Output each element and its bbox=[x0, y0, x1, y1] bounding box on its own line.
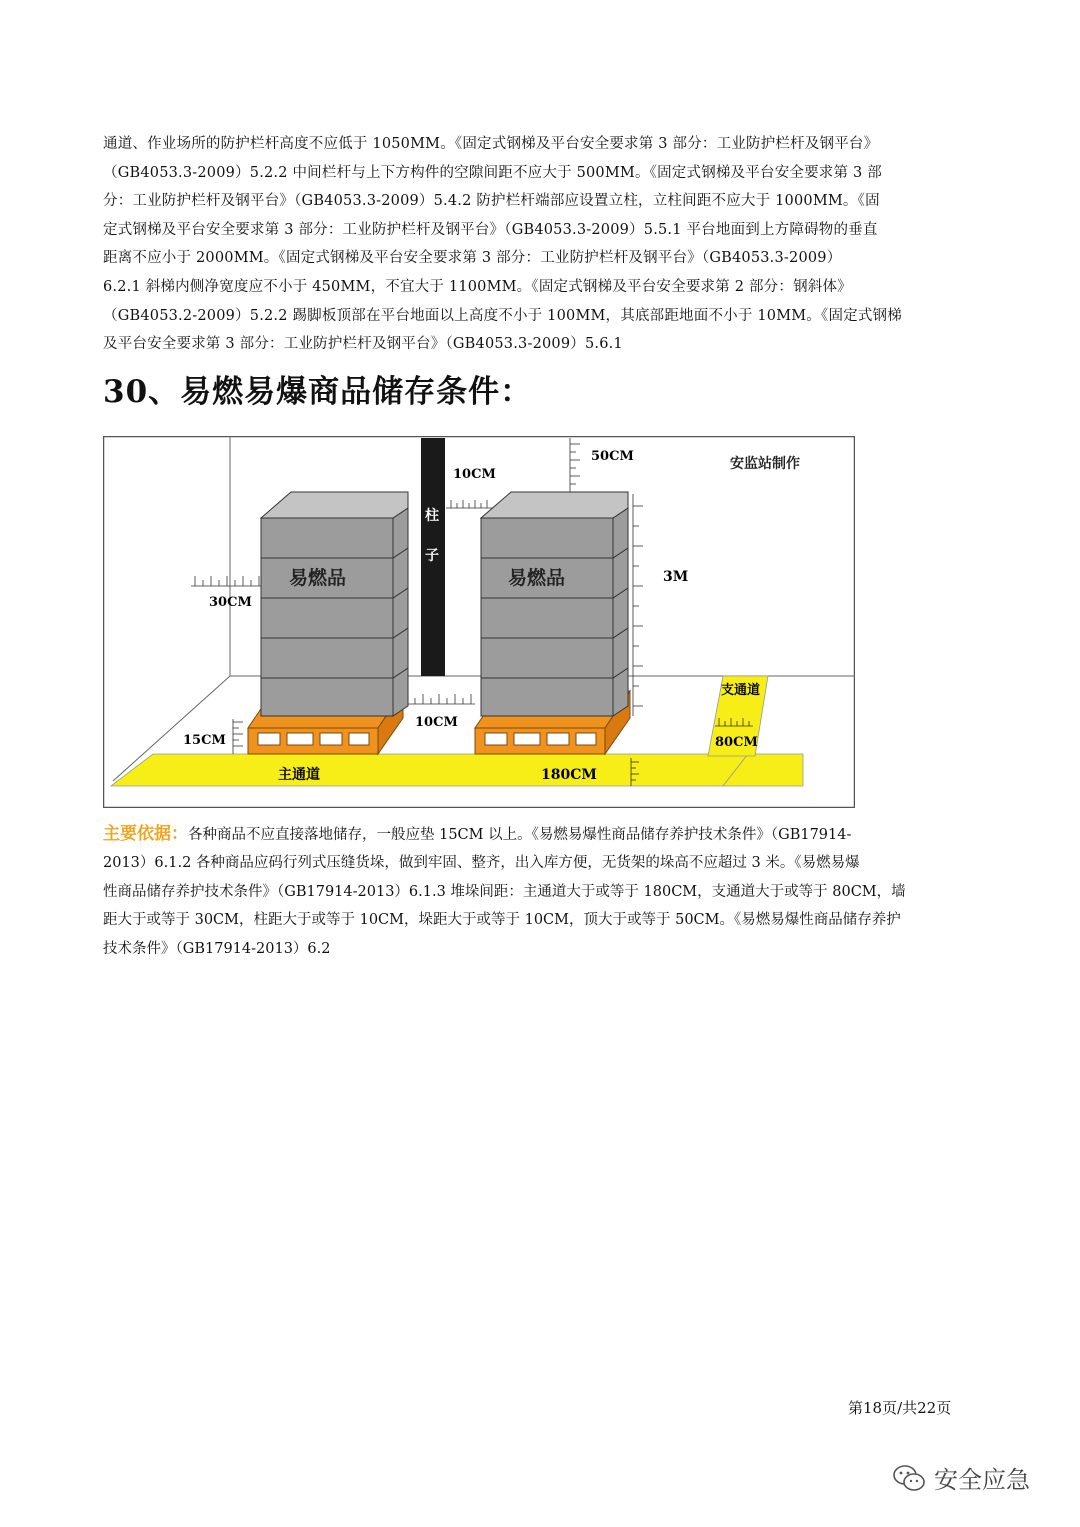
pallet-dim: 15CM bbox=[183, 733, 226, 748]
intro-line: 通道、作业场所的防护栏杆高度不应低于 1050MM。《固定式钢梯及平台安全要求第 3 部分：工业防护栏杆及钢平台》 bbox=[103, 136, 879, 152]
basis-line: 性商品储存养护技术条件》（GB17914-2013）6.1.3 堆垛间距：主通道大于或等于 180CM，支通道大于或等于 80CM，墙 bbox=[103, 883, 906, 900]
basis-line: 技术条件》（GB17914-2013）6.2 bbox=[103, 940, 331, 957]
basis-paragraph bbox=[103, 820, 953, 963]
intro-line: 及平台安全要求第 3 部分：工业防护栏杆及钢平台》（GB4053.3-2009）5.6.1 bbox=[103, 336, 623, 353]
pillar-dim: 10CM bbox=[453, 467, 496, 482]
basis-line: 2013）6.1.2 各种商品应码行列式压缝货垛，做到牢固、整齐，出入库方便，无货架的垛高不应超过 3 米。《易燃易爆 bbox=[103, 855, 860, 872]
intro-line: （GB4053.3-2009）5.2.2 中间栏杆与上下方构件的空隙间距不应大于 500MM。《固定式钢梯及平台安全要求第 3 部 bbox=[103, 164, 882, 181]
branch-aisle-label: 支通道 bbox=[721, 683, 761, 698]
brand-name: 安全应急 bbox=[934, 1466, 1030, 1494]
intro-line: 6.2.1 斜梯内侧净宽度应不小于 450MM，不宜大于 1100MM。《固定式钢梯及平台安全要求第 2 部分：钢斜体》 bbox=[103, 278, 852, 295]
main-aisle-label: 主通道 bbox=[278, 767, 320, 783]
goods-label-right: 易燃品 bbox=[508, 567, 566, 589]
top-clearance-dim: 50CM bbox=[591, 449, 634, 464]
basis-lead: 主要依据： bbox=[103, 824, 188, 844]
intro-line: 定式钢梯及平台安全要求第 3 部分：工业防护栏杆及钢平台》（GB4053.3-2009）5.5.1 平台地面到上方障碍物的垂直 bbox=[103, 221, 878, 238]
goods-label-left: 易燃品 bbox=[289, 567, 347, 589]
brand-watermark bbox=[892, 1460, 1030, 1495]
intro-line: 分：工业防护栏杆及钢平台》（GB4053.3-2009）5.4.2 防护栏杆端部应设置立柱，立柱间距不应大于 1000MM。《固 bbox=[103, 193, 880, 210]
wechat-icon bbox=[892, 1463, 926, 1493]
maker-label: 安监站制作 bbox=[730, 456, 800, 472]
basis-line: 各种商品不应直接落地储存，一般应垫 15CM 以上。《易燃易爆性商品储存养护技术条件》（GB17914- bbox=[188, 827, 852, 843]
storage-diagram bbox=[103, 436, 855, 808]
pillar-label-2: 子 bbox=[425, 548, 439, 564]
intro-paragraph bbox=[103, 130, 948, 359]
stack-gap-dim: 10CM bbox=[415, 715, 458, 730]
left-stack bbox=[248, 492, 408, 754]
height-dim: 3M bbox=[663, 569, 689, 585]
wall-dim: 30CM bbox=[209, 595, 252, 610]
branch-aisle-dim: 80CM bbox=[715, 735, 758, 750]
intro-line: 距离不应小于 2000MM。《固定式钢梯及平台安全要求第 3 部分：工业防护栏杆及钢平台》（GB4053.3-2009） bbox=[103, 250, 842, 267]
basis-line: 距大于或等于 30CM，柱距大于或等于 10CM，垛距大于或等于 10CM，顶大于或等于 50CM。《易燃易爆性商品储存养护 bbox=[103, 912, 901, 929]
main-aisle-dim: 180CM bbox=[541, 767, 597, 783]
basis-line-first bbox=[103, 820, 953, 849]
right-stack bbox=[475, 492, 630, 754]
section-heading: 30、易燃易爆商品储存条件： bbox=[103, 374, 533, 410]
intro-line: （GB4053.2-2009）5.2.2 踢脚板顶部在平台地面以上高度不小于 100MM，其底部距地面不小于 10MM。《固定式钢梯 bbox=[103, 307, 902, 324]
main-aisle bbox=[111, 754, 748, 786]
page-number: 第18页/共22页 bbox=[848, 1399, 952, 1417]
pillar-label-1: 柱 bbox=[425, 508, 439, 524]
